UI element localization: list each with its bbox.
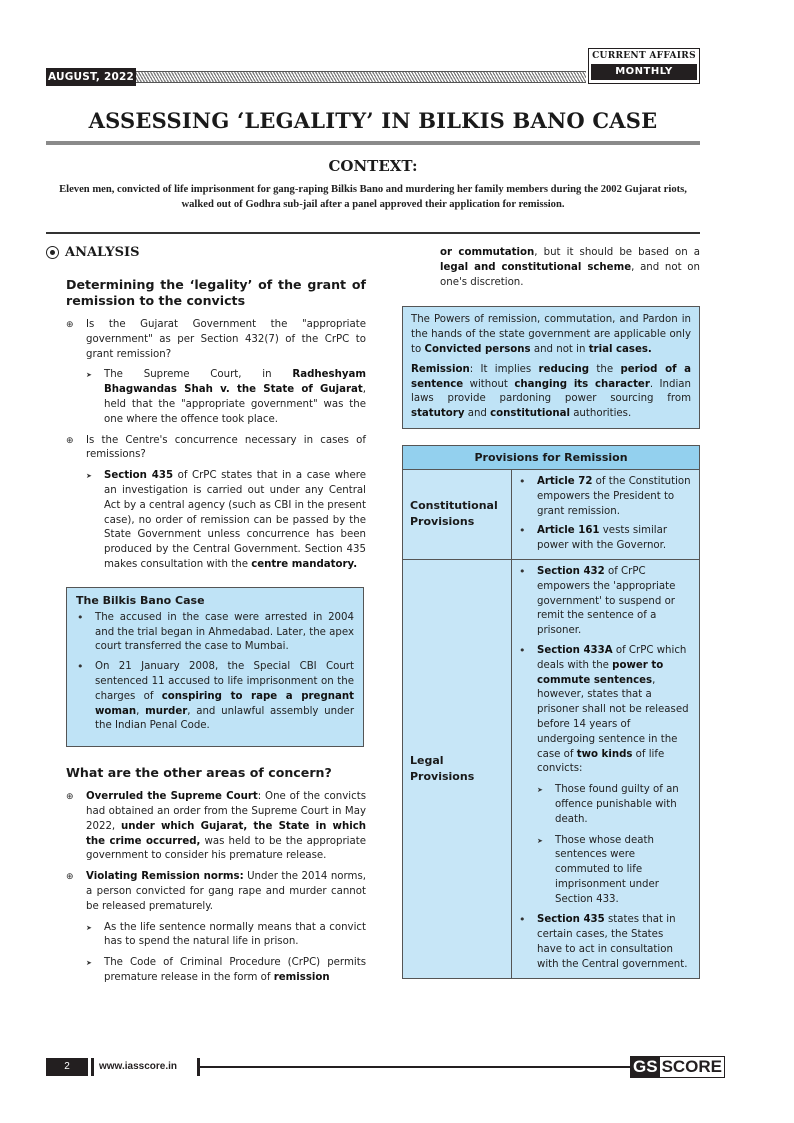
section-heading-concerns: What are the other areas of concern?	[66, 765, 332, 781]
list-item	[518, 644, 691, 908]
list-item	[86, 469, 366, 573]
text: Article 161	[537, 525, 600, 537]
text: the	[589, 363, 621, 375]
analysis-heading	[46, 245, 366, 260]
case-box-heading: The Bilkis Bano Case	[76, 593, 205, 607]
text: remission	[273, 971, 330, 983]
badge-top-text: CURRENT AFFAIRS	[592, 51, 696, 61]
text: Under the 2014 norms, a person convicted for gang rape and murder cannot be released prematurely.	[86, 871, 366, 912]
text: states that in certain cases, the States have to act in consultation with the Central government.	[537, 914, 688, 970]
legality-questions	[66, 318, 366, 573]
context-divider	[46, 232, 700, 234]
text: murder	[145, 705, 188, 717]
concern-list	[66, 790, 366, 986]
text: centre mandatory.	[251, 558, 358, 570]
text: The Powers of remission, commutation, and Pardon in the hands of the state government are applicable only to	[411, 314, 691, 355]
article-title: ASSESSING ‘LEGALITY’ IN BILKIS BANO CASE	[88, 108, 658, 133]
text: of the Constitution empowers the President to grant remission.	[537, 475, 691, 517]
table-cell	[512, 559, 700, 978]
bilkis-bano-case-box	[66, 587, 364, 747]
question-centre-concurrence: Is the Centre's concurrence necessary in cases of remissions?	[86, 434, 366, 461]
text: Section 433A	[537, 644, 613, 656]
left-column	[46, 245, 366, 992]
text: reducing	[538, 363, 590, 375]
list-item	[86, 956, 366, 986]
text: Overruled the Supreme Court	[86, 791, 258, 803]
context-heading: CONTEXT:	[328, 157, 418, 175]
continued-text	[402, 246, 700, 290]
list-item	[518, 565, 691, 639]
header-hatch-divider	[136, 71, 586, 83]
text: two kinds	[576, 748, 633, 760]
text: Section 435	[537, 914, 605, 926]
text: legal and constitutional scheme	[440, 261, 632, 273]
page-number: 2	[46, 1058, 88, 1076]
case-name: Radheshyam Bhagwandas Shah v. the State of Gujarat	[104, 369, 366, 396]
list-item: ➤ Those found guilty of an offence punishable with death.	[537, 783, 691, 827]
list-item	[518, 524, 691, 554]
remission-info-box	[402, 306, 700, 429]
text: authorities.	[569, 408, 632, 420]
text: statutory	[411, 408, 465, 420]
text: On 21 January 2008, the Special CBI Court sentenced 11 accused to life imprisonment on the charges of	[95, 661, 354, 702]
text: and not in	[530, 343, 589, 355]
list-item	[76, 660, 354, 734]
provisions-table	[402, 445, 700, 979]
list-item	[86, 368, 366, 427]
publication-badge	[588, 48, 700, 84]
gsscore-logo	[630, 1056, 725, 1078]
text: Convicted persons	[424, 343, 531, 355]
text: The Code of Criminal Procedure (CrPC) permits premature release in the form of	[104, 957, 366, 983]
text: and	[464, 408, 491, 420]
text: , held that the "appropriate government" was the one where the offence took place.	[104, 384, 366, 425]
text: constitutional	[490, 408, 570, 420]
text: power to commute sentences	[537, 659, 664, 686]
list-item: ➤ Those whose death sentences were commuted to life imprisonment under Section 433.	[537, 834, 691, 908]
info-paragraph-powers	[411, 313, 691, 357]
text: , but it should be based on a	[534, 247, 700, 258]
title-divider	[46, 141, 700, 145]
text: ,	[136, 705, 146, 717]
text: was held to be the appropriate government to consider his premature release.	[86, 835, 366, 862]
footer-bar	[91, 1058, 94, 1076]
text: The Supreme Court, in	[104, 369, 293, 381]
text: of CrPC which deals with the	[537, 644, 687, 671]
table-row	[403, 469, 700, 559]
text: , and unlawful assembly under the Indian Penal Code.	[95, 705, 355, 732]
text: conspiring to rape a pregnant woman	[95, 690, 354, 717]
section-heading-legality: Determining the ‘legality’ of the grant of remission to the convicts	[66, 277, 366, 308]
logo-score: SCORE	[661, 1057, 723, 1076]
table-header: Provisions for Remission	[403, 445, 700, 469]
row-label-legal: Legal Provisions	[403, 559, 512, 978]
list-item: • The accused in the case were arrested in 2004 and the trial began in Ahmedabad. Later, the apex court transferred the case to Mumbai.	[76, 611, 354, 655]
list-item	[66, 434, 366, 573]
text: trial cases.	[588, 343, 652, 355]
text: without	[463, 378, 515, 390]
text: Section 432	[537, 565, 605, 577]
logo-gs: GS	[633, 1057, 658, 1076]
question-appropriate-government: Is the Gujarat Government the "appropriate government" as per Section 432(7) of the CrPC to grant remission?	[86, 319, 366, 360]
text: of CrPC empowers the 'appropriate government' to suspend or remit the sentence of a prisoner.	[537, 565, 676, 637]
list-item	[66, 318, 366, 428]
text: Article 72	[537, 475, 593, 487]
text: or commutation	[440, 247, 535, 258]
text: . Indian laws provide pardoning power sourcing from	[411, 378, 691, 405]
table-cell	[512, 469, 700, 559]
issue-date: AUGUST, 2022	[46, 68, 136, 86]
text: , and not on one's discretion.	[440, 261, 701, 288]
text: Remission	[411, 363, 470, 375]
right-column	[402, 246, 700, 979]
analysis-heading-text: ANALYSIS	[65, 245, 140, 260]
context-body: Eleven men, convicted of life imprisonment for gang-raping Bilkis Bano and murdering her family members during the 2002 Gujarat riots, walked out of Godhra sub-jail after a panel approved their application for remission.	[59, 184, 687, 210]
info-paragraph-remission	[411, 363, 691, 422]
text: of life convicts:	[537, 748, 665, 775]
text: : It implies	[469, 363, 539, 375]
list-item	[518, 913, 691, 972]
text: Violating Remission norms:	[86, 871, 244, 883]
text: vests similar power with the Governor.	[537, 525, 668, 552]
footer-rule	[200, 1066, 630, 1068]
list-item	[66, 790, 366, 864]
list-item	[66, 870, 366, 986]
text: Section 435	[104, 470, 174, 482]
text: , however, states that a prisoner shall not be released before 14 years of undergoing sentence in the case of	[537, 674, 689, 760]
text: of CrPC states that in a case where an investigation is carried out under any Central Act by a central agency (such as CBI in the present case), no order of remission can be passed by the State Government unless concurrence has been produced by the Central Government. Section 435 makes consultation with the	[104, 470, 366, 570]
text: period of a sentence	[411, 363, 691, 390]
text: : One of the convicts had obtained an order from the Supreme Court in May 2022,	[86, 791, 366, 832]
row-label-constitutional: Constitutional Provisions	[403, 469, 512, 559]
target-bullet-icon	[46, 246, 59, 259]
list-item: ➤ As the life sentence normally means that a convict has to spend the natural life in prison.	[86, 921, 366, 951]
list-item	[518, 475, 691, 519]
text: under which Gujarat, the State in which the crime occurred,	[86, 820, 367, 847]
badge-bottom-text: MONTHLY	[591, 64, 697, 80]
text: changing its character	[514, 378, 650, 390]
website-link[interactable]: www.iasscore.in	[99, 1061, 177, 1072]
table-row	[403, 559, 700, 978]
